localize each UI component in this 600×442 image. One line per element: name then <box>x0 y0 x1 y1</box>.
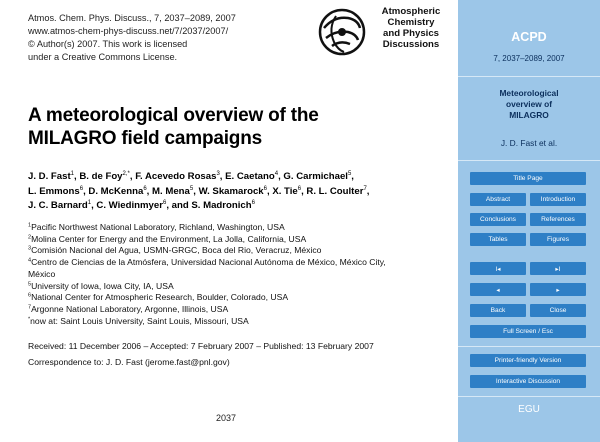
short-title-line: overview of <box>505 99 553 109</box>
references-button[interactable]: References <box>530 213 586 226</box>
author-name: B. de Foy <box>79 171 123 182</box>
introduction-button[interactable]: Introduction <box>530 193 586 206</box>
sidebar-divider <box>458 396 600 397</box>
journal-logo <box>316 4 458 62</box>
author-sup: 1 <box>87 200 92 206</box>
affiliation-row <box>28 257 448 269</box>
affiliation-sup: 5 <box>28 281 32 288</box>
author-sup: 2,* <box>122 171 130 177</box>
author-name: R. L. Coulter <box>306 185 364 197</box>
affiliation-list <box>28 222 448 327</box>
conclusions-button[interactable]: Conclusions <box>470 213 526 226</box>
author-name: D. McKenna <box>88 185 144 197</box>
tables-button[interactable]: Tables <box>470 233 526 246</box>
affiliation-text: Comisión Nacional del Agua, USMN-GRGC, Boca del Rio, Veracruz, México <box>31 245 322 256</box>
fullscreen-button[interactable]: Full Screen / Esc <box>470 325 586 338</box>
author-row: L. Emmons$^6$, D. McKenna$^6$, M. Mena$^5$, W. Skamarock$^6$, X. Tie$^6$, R. L. Coulter$^7$, <box>28 185 370 197</box>
author-sup: 6 <box>251 200 255 206</box>
paper-title <box>28 104 319 150</box>
correspondence: Correspondence to: J. D. Fast (jerome.fast@pnl.gov) <box>28 357 230 367</box>
author-name: W. Skamarock <box>198 185 264 197</box>
author-name: J. C. Barnard <box>28 200 88 211</box>
logo-line: Chemistry <box>387 17 435 28</box>
author-sup: 6 <box>143 185 147 192</box>
author-sup: 7 <box>363 185 367 192</box>
author-name: L. Emmons <box>28 185 80 197</box>
affiliation-text: México <box>28 268 56 279</box>
figures-button[interactable]: Figures <box>530 233 586 246</box>
author-name: C. Wiedinmyer <box>96 200 163 211</box>
printer-friendly-button[interactable]: Printer-friendly Version <box>470 354 586 367</box>
author-sup: 6 <box>297 185 302 192</box>
received-dates: Received: 11 December 2006 – Accepted: 7 February 2007 – Published: 13 February 2007 <box>28 341 374 351</box>
interactive-discussion-button[interactable]: Interactive Discussion <box>470 375 586 388</box>
short-title-line: Meteorological <box>499 88 559 98</box>
author-row: J. D. Fast$^1$, B. de Foy$^{2,*}$, F. Acevedo Rosas$^3$, E. Caetano$^4$, G. Carmichael$^5$, <box>28 171 354 182</box>
author-name: G. Carmichael <box>283 171 348 182</box>
author-sup: 4 <box>274 171 279 177</box>
affiliation-text: National Center for Atmospheric Research, Boulder, Colorado, USA <box>31 292 289 303</box>
citation-line[interactable]: www.atmos-chem-phys-discuss.net/7/2037/2007/ <box>28 26 229 36</box>
author-sup: 6 <box>263 185 267 192</box>
citation-line: under a Creative Commons License. <box>28 52 178 62</box>
author-name: M. Mena <box>152 185 190 197</box>
affiliation-row <box>28 304 448 316</box>
author-sup: 6 <box>162 200 167 206</box>
first-page-button[interactable]: I◂ <box>470 262 526 275</box>
affiliation-row <box>28 269 448 281</box>
citation-block <box>28 12 236 64</box>
sidebar-divider <box>458 160 600 161</box>
last-page-button[interactable]: ▸I <box>530 262 586 275</box>
affiliation-row <box>28 281 448 293</box>
author-name: X. Tie <box>272 185 298 197</box>
author-sup: 1 <box>70 171 74 177</box>
affiliation-row <box>28 316 448 328</box>
author-name: E. Caetano <box>225 171 275 182</box>
affiliation-row <box>28 245 448 257</box>
affiliation-sup: 1 <box>28 222 32 229</box>
affiliation-text: Centro de Ciencias de la Atmósfera, Universidad Nacional Autónoma de México, México City, <box>31 257 386 268</box>
affiliation-text: Molina Center for Energy and the Environment, La Jolla, California, USA <box>31 233 307 244</box>
short-title <box>458 88 600 121</box>
egu-label: EGU <box>518 404 540 415</box>
author-row: J. C. Barnard$^1$, C. Wiedinmyer$^6$, and S. Madronich$^6$ <box>28 200 255 211</box>
affiliation-row <box>28 234 448 246</box>
short-title-line: MILAGRO <box>509 110 549 120</box>
journal-acronym: ACPD <box>511 30 547 44</box>
author-sup: 5 <box>347 171 352 177</box>
citation-line: Atmos. Chem. Phys. Discuss., 7, 2037–2089, 2007 <box>28 13 236 23</box>
logo-line: Atmospheric <box>381 6 441 17</box>
affiliation-text: Pacific Northwest National Laboratory, Richland, Washington, USA <box>31 222 285 232</box>
logo-line: and Physics <box>383 28 439 39</box>
author-name: F. Acevedo Rosas <box>135 171 217 182</box>
affiliation-sup: 4 <box>28 257 32 264</box>
affiliation-sup: 3 <box>28 245 32 252</box>
affiliation-row <box>28 222 448 234</box>
next-page-button[interactable]: ▸ <box>530 283 586 296</box>
journal-reference: 7, 2037–2089, 2007 <box>493 54 565 63</box>
affiliation-sup: 2 <box>28 234 32 241</box>
affiliation-text: now at: Saint Louis University, Saint Louis, Missouri, USA <box>30 315 249 326</box>
logo-line: Discussions <box>382 39 440 50</box>
sidebar-divider <box>458 346 600 347</box>
title-line: MILAGRO field campaigns <box>28 128 262 149</box>
globe-logo-icon <box>318 8 366 56</box>
affiliation-text: Argonne National Laboratory, Argonne, Illinois, USA <box>31 303 229 314</box>
abstract-button[interactable]: Abstract <box>470 193 526 206</box>
title-line: A meteorological overview of the <box>28 105 319 126</box>
author-list <box>28 170 448 214</box>
title-page-button[interactable]: Title Page <box>470 172 586 185</box>
sidebar-authors: J. D. Fast et al. <box>500 138 558 148</box>
author-name: J. D. Fast <box>28 171 71 182</box>
navigation-sidebar <box>458 0 600 442</box>
affiliation-sup: * <box>28 316 31 323</box>
affiliation-sup: 7 <box>28 304 32 311</box>
author-sup: 6 <box>79 185 84 192</box>
page-number: 2037 <box>216 413 237 423</box>
sidebar-divider <box>458 76 600 77</box>
affiliation-sup: 6 <box>28 292 32 299</box>
author-name: and S. Madronich <box>171 200 252 211</box>
affiliation-row <box>28 292 448 304</box>
previous-page-button[interactable]: ◂ <box>470 283 526 296</box>
citation-line: © Author(s) 2007. This work is licensed <box>28 39 188 49</box>
author-sup: 5 <box>189 185 194 192</box>
close-button[interactable]: Close <box>530 304 586 317</box>
author-sup: 3 <box>216 171 220 177</box>
affiliation-text: University of Iowa, Iowa City, IA, USA <box>31 280 174 291</box>
back-button[interactable]: Back <box>470 304 526 317</box>
logo-wordmark <box>366 6 456 50</box>
